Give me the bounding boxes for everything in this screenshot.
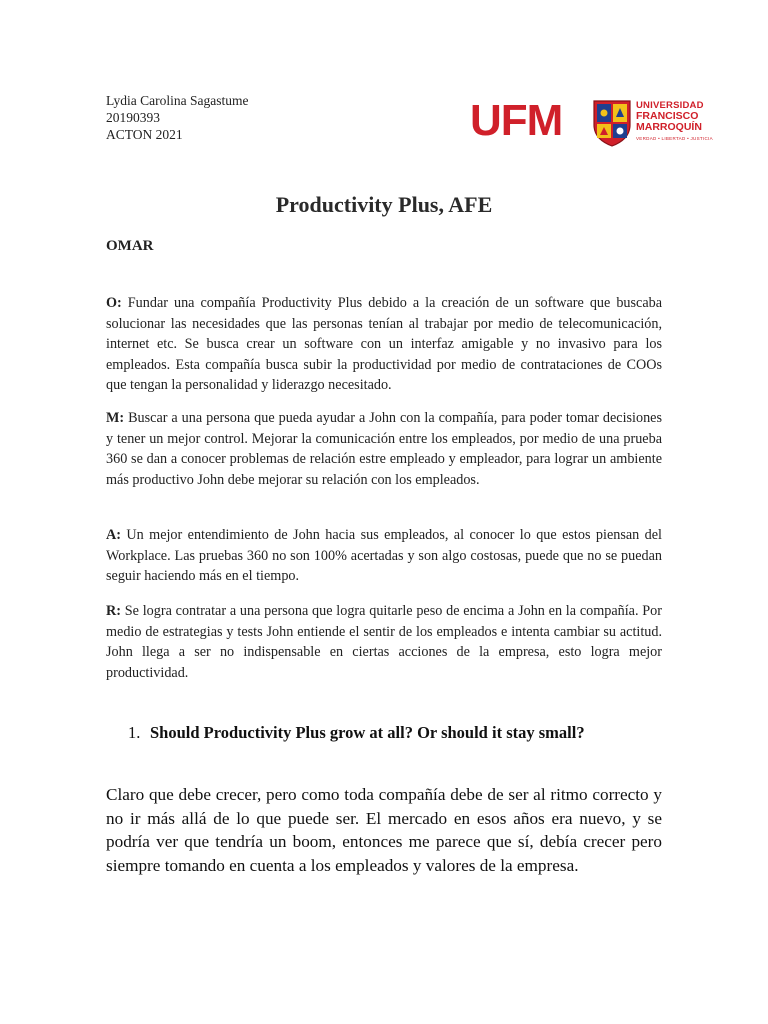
logo-line-1: UNIVERSIDAD <box>636 100 704 111</box>
logo-wordmark: UFM <box>470 96 563 145</box>
author-block <box>106 92 248 143</box>
paragraph-label: O: <box>106 295 122 312</box>
paragraph-text: Buscar a una persona que pueda ayudar a John con la compañía, para poder tomar decisiones y tener un mejor control. Mejorar la comunicación entre los empleados, por medio de una prueba 360 se dan a conocer problemas de relación estre empleado y empleador, para lograr un ambiente más productivo John debe mejorar su relación con los empleados. <box>106 410 663 488</box>
logo-line-2: FRANCISCO <box>636 110 699 122</box>
paragraph-a <box>106 525 662 587</box>
university-logo <box>470 96 713 156</box>
answer-paragraph: Claro que debe crecer, pero como toda compañía debe de ser al ritmo correcto y no ir más allá de lo que puede ser. El mercado en esos años era nuevo, y se podría ver que tendría un boom, entonces me parece que sí, debía crecer pero siempre tomando en cuenta a los empleados y valores de la empresa. <box>106 785 662 875</box>
paragraph-text: Un mejor entendimiento de John hacia sus empleados, al conocer lo que estos piensan del Workplace. Las pruebas 360 no son 100% acertadas y son algo costosas, puede que no se puedan seguir haciendo más en el tiempo. <box>106 527 662 585</box>
paragraph-label: A: <box>106 527 121 544</box>
logo-motto: VERDAD • LIBERTAD • JUSTICIA <box>636 136 713 141</box>
paragraph-text: Fundar una compañía Productivity Plus debido a la creación de un software que buscaba solucionar las necesidades que las personas tenían al trabajar por medio de telecomunicación, internet etc. Se busca crear un software con un interfaz amigable y no invasivo para los empleados. Esta compañía busca subir la productividad por medio de contrataciones de COOs que tengan la personalidad y liderazgo necesitado. <box>106 295 663 394</box>
question-number: 1. <box>128 723 141 742</box>
paragraph-m <box>106 408 662 490</box>
document-title: Productivity Plus, AFE <box>275 192 493 217</box>
section-heading: OMAR <box>106 238 154 254</box>
question-text: Should Productivity Plus grow at all? Or should it stay small? <box>150 723 585 742</box>
shield-icon <box>592 99 632 147</box>
paragraph-text: Se logra contratar a una persona que logra quitarle peso de encima a John en la compañía. Por medio de estrategias y tests John entiende el sentir de los empleados e intenta cambiar su actitud. John llega a ser no indispensable en ciertas acciones de la empresa, esto logra mejor productividad. <box>106 603 662 681</box>
author-name: Lydia Carolina Sagastume <box>106 93 249 108</box>
paragraph-o <box>106 293 662 396</box>
student-id: 20190393 <box>106 110 160 125</box>
question-1 <box>128 723 585 743</box>
course-name: ACTON 2021 <box>106 127 183 142</box>
logo-text <box>636 100 704 133</box>
logo-line-3: MARROQUÍN <box>636 121 702 133</box>
paragraph-r <box>106 601 662 683</box>
paragraph-label: R: <box>106 603 121 620</box>
paragraph-label: M: <box>106 410 125 427</box>
